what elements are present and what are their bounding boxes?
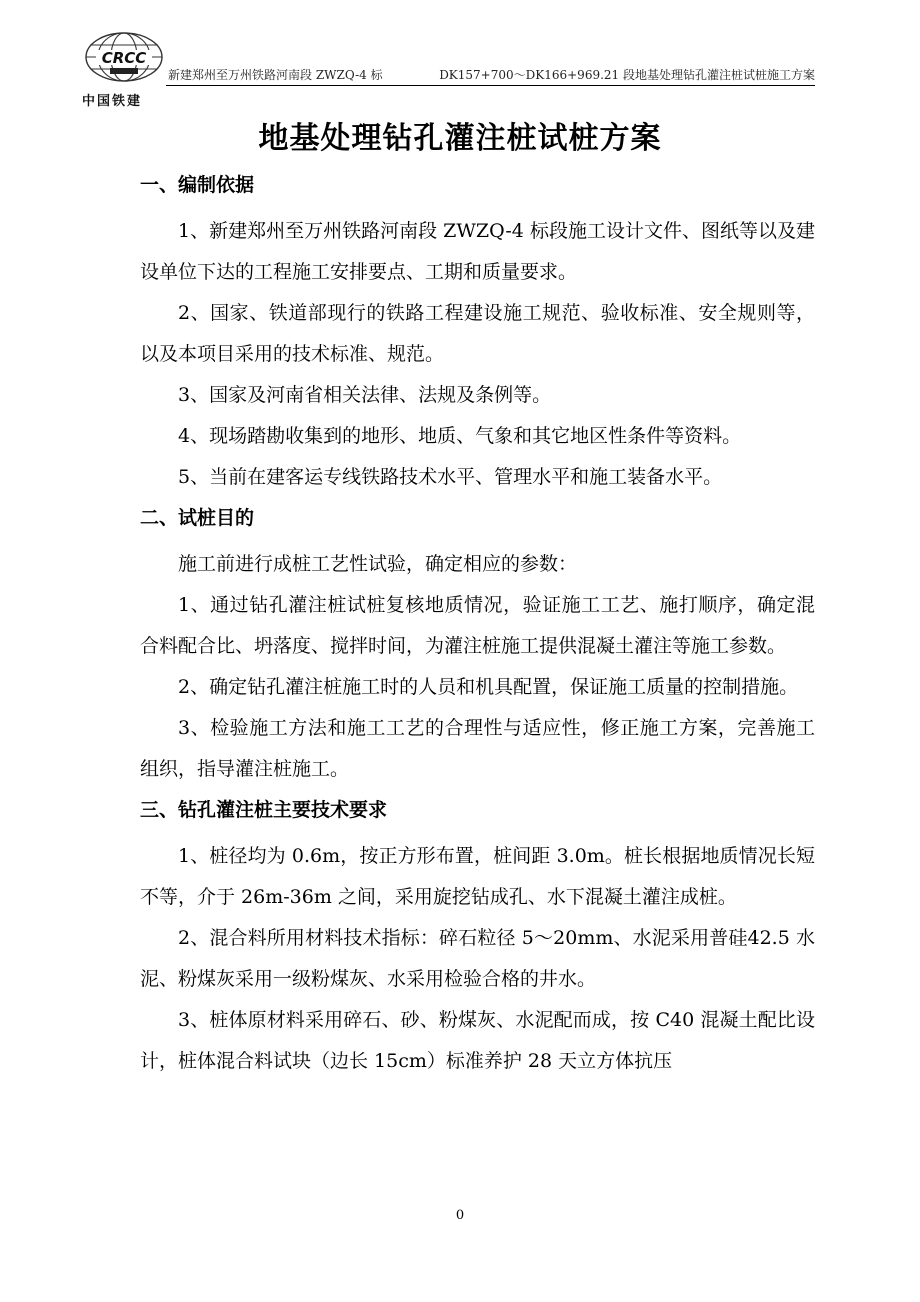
paragraph: 施工前进行成桩工艺性试验，确定相应的参数： [178,553,578,575]
section-heading: 一、编制依据 [140,174,255,196]
paragraph: 3、桩体原材料采用碎石、砂、粉煤灰、水泥配而成，按 C40 混凝土配比设计，桩体混合料试块（边长 15cm）标准养护 28 天立方体抗压 [140,1009,815,1072]
svg-text:CRCC: CRCC [101,49,147,67]
page-number: 0 [455,1208,465,1223]
paragraph: 5、当前在建客运专线铁路技术水平、管理水平和施工装备水平。 [178,466,723,488]
paragraph: 1、桩径均为 0.6m，按正方形布置，桩间距 3.0m。桩长根据地质情况长短不等，介于 26m-36m 之间，采用旋挖钻成孔、水下混凝土灌注成桩。 [140,845,815,908]
document-title: 地基处理钻孔灌注桩试桩方案 [258,121,662,156]
header-document-scope: DK157+700～DK166+969.21 段地基处理钻孔灌注桩试桩施工方案 [439,68,815,82]
header-rule [166,85,815,86]
paragraph: 3、检验施工方法和施工工艺的合理性与适应性，修正施工方案，完善施工组织，指导灌注桩施工。 [140,717,815,780]
header-project-name: 新建郑州至万州铁路河南段 ZWZQ-4 标 [168,68,383,82]
paragraph: 2、混合料所用材料技术指标：碎石粒径 5～20mm、水泥采用普硅42.5 水泥、粉煤灰采用一级粉煤灰、水采用检验合格的井水。 [140,927,815,990]
document-body [140,165,815,1082]
page-header [80,30,815,108]
crcc-logo-icon [80,30,168,108]
paragraph: 4、现场踏勘收集到的地形、地质、气象和其它地区性条件等资料。 [178,425,742,447]
globe-logo-icon [80,30,168,90]
paragraph: 2、确定钻孔灌注桩施工时的人员和机具配置，保证施工质量的控制措施。 [178,676,799,698]
section-heading: 二、试桩目的 [140,507,255,529]
paragraph: 1、新建郑州至万州铁路河南段 ZWZQ-4 标段施工设计文件、图纸等以及建设单位下达的工程施工安排要点、工期和质量要求。 [140,220,815,283]
paragraph: 2、国家、铁道部现行的铁路工程建设施工规范、验收标准、安全规则等，以及本项目采用的技术标准、规范。 [140,302,815,365]
section-heading: 三、钻孔灌注桩主要技术要求 [140,799,388,821]
paragraph: 3、国家及河南省相关法律、法规及条例等。 [178,384,552,406]
paragraph: 1、通过钻孔灌注桩试桩复核地质情况，验证施工工艺、施打顺序，确定混合料配合比、坍落度、搅拌时间，为灌注桩施工提供混凝土灌注等施工参数。 [140,594,815,657]
logo-text: 中国铁建 [82,94,143,109]
